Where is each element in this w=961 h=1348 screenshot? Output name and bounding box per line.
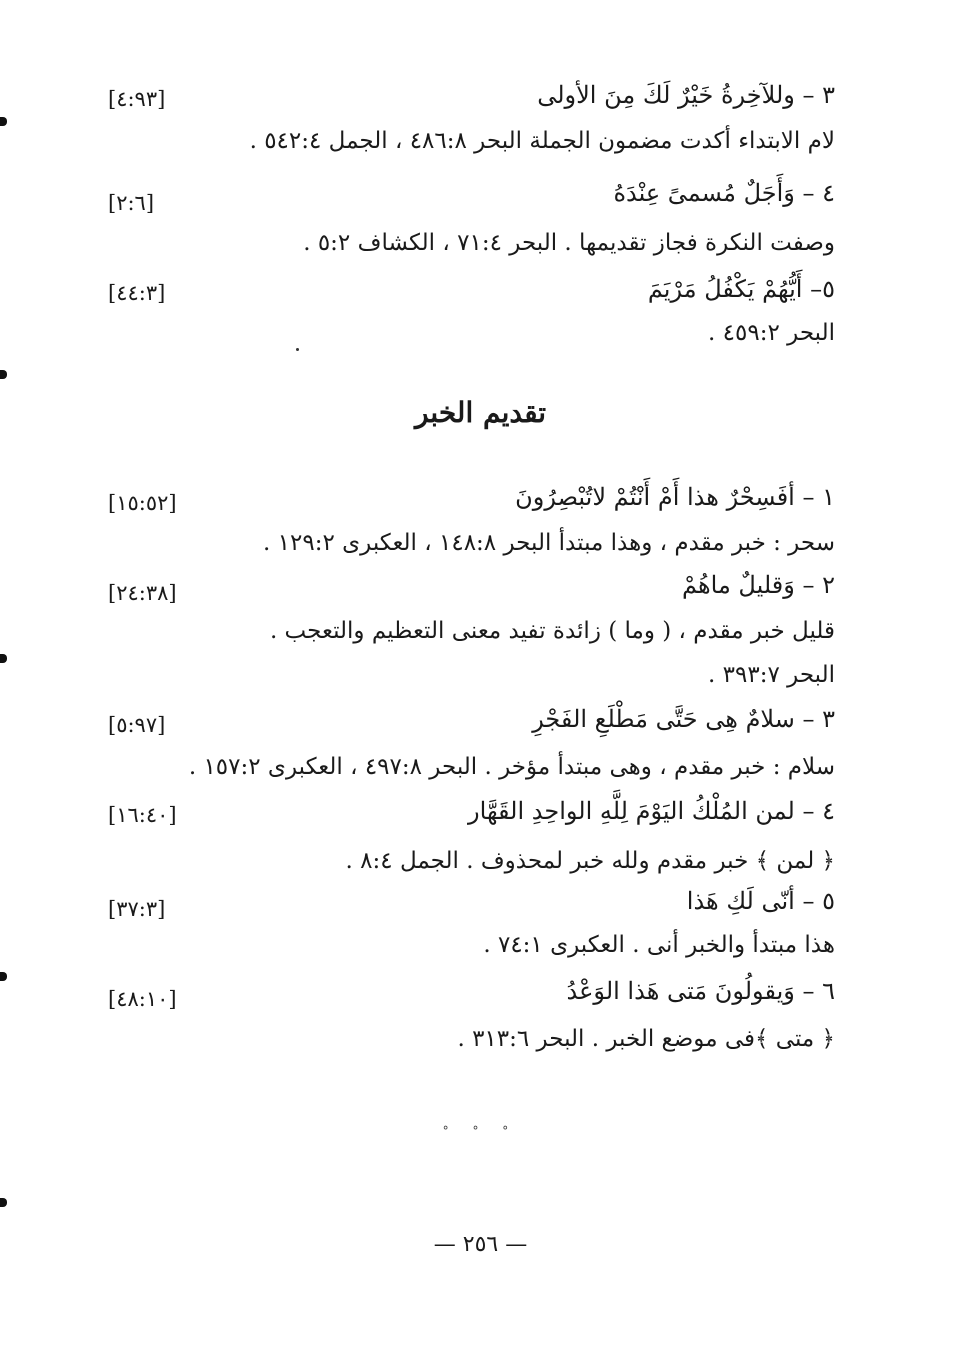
verse-reference: [٤٤:٣] <box>108 281 166 305</box>
page-number: — ٢٥٦ — <box>433 1232 528 1257</box>
verse-reference: [١٥:٥٢] <box>108 491 177 515</box>
verse-reference: [٣٧:٣] <box>108 897 166 921</box>
verse-line: ٣ – وللآخِرةُ خَيْرٌ لَكَ مِنَ الأولى <box>537 81 835 109</box>
note-line: ﴿ متى ﴾فى موضع الخبر . البحر ٣١٣:٦ . <box>457 1026 835 1052</box>
scan-mark <box>0 972 7 981</box>
scan-mark <box>0 117 7 126</box>
verse-line: ٦ – وَيقولُونَ مَتى هَذا الوَعْدُ <box>566 977 835 1005</box>
verse-line: ٣ – سلامٌ هِى حَتَّى مَطْلَعِ الفَجْرِ <box>532 705 835 733</box>
verse-reference: [٥:٩٧] <box>108 713 166 737</box>
note-line: سلام : خبر مقدم ، وهى مبتدأ مؤخر . البحر ٤٩٧:٨ ، العكبرى ١٥٧:٢ . <box>188 754 835 780</box>
scan-mark <box>0 370 7 379</box>
note-line: البحر ٤٥٩:٢ . <box>708 320 835 346</box>
verse-reference: [٢:٦] <box>108 191 155 215</box>
note-line: وصفت النكرة فجاز تقديمها . البحر ٧١:٤ ، الكشاف ٥:٢ . <box>303 230 835 256</box>
note-line: هذا مبتدأ والخبر أنى . العكبرى ٧٤:١ . <box>483 932 835 958</box>
verse-line: ٢ – وَقليلٌ ماهُمْ <box>682 571 835 599</box>
section-separator: ° ° ° <box>442 1124 519 1138</box>
note-line: سحر : خبر مقدم ، وهذا مبتدأ البحر ١٤٨:٨ ، العكبرى ١٢٩:٢ . <box>263 530 835 556</box>
scan-mark <box>0 1198 7 1207</box>
verse-reference: [١٦:٤٠] <box>108 803 177 827</box>
note-line: ﴿ لمن ﴾ خبر مقدم ولله خبر لمحذوف . الجمل ٨:٤ . <box>345 848 835 874</box>
verse-line: ٤ – لمن المُلْكُ اليَوْمَ لِلَّهِ الواحِدِ القَهَّار <box>468 797 835 825</box>
verse-line: ٤ – وَأَجَلٌ مُسمىً عِنْدَهُ <box>613 179 835 207</box>
verse-line: ٥ – أنّى لَكِ هَذا <box>686 887 835 915</box>
verse-line: ٥– أَيُّهُمْ يَكْفُلُ مَرْيَمَ <box>647 275 835 303</box>
note-line: قليل خبر مقدم ، ( وما ) زائدة تفيد معنى التعظيم والتعجب . <box>269 618 835 644</box>
scan-mark <box>0 654 7 663</box>
note-line: البحر ٣٩٣:٧ . <box>708 662 835 688</box>
verse-reference: [٢٤:٣٨] <box>108 581 177 605</box>
verse-line: ١ – أفَسِحْرٌ هذا أَمْ أَنْتُمْ لاتُبْصِرُونَ <box>515 483 835 511</box>
verse-reference: [٤٨:١٠] <box>108 987 177 1011</box>
verse-reference: [٤:٩٣] <box>108 87 166 111</box>
section-title: تقديم الخبر <box>414 396 547 429</box>
note-line: لام الابتداء أكدت مضمون الجملة البحر ٤٨٦:٨ ، الجمل ٥٤٢:٤ . <box>249 128 835 154</box>
scan-speck <box>296 348 299 351</box>
